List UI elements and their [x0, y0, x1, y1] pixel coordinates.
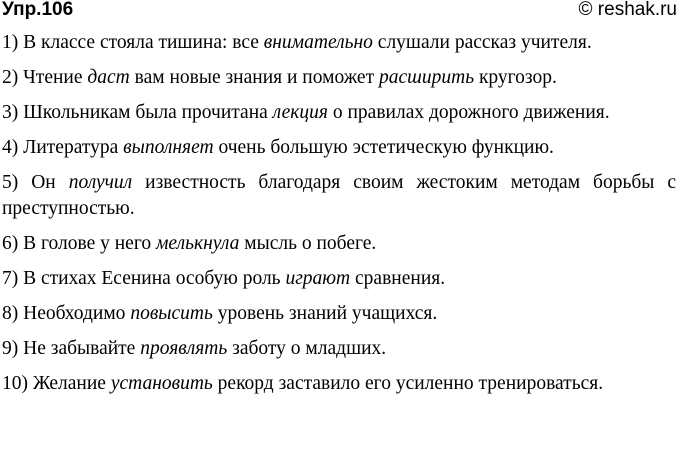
- item-text: Литература: [18, 137, 124, 158]
- item-number: 6): [2, 233, 19, 254]
- item-text: о правилах дорожного движения.: [328, 102, 610, 123]
- exercise-title: Упр.106: [2, 0, 74, 20]
- item-text: Желание: [28, 373, 111, 394]
- list-item-8: [2, 301, 676, 327]
- item-number: 1): [2, 32, 19, 53]
- item-text: очень большую эстетическую функцию.: [213, 137, 554, 158]
- item-highlight: повысить: [130, 303, 213, 324]
- item-text: вам новые знания и поможет: [129, 67, 379, 88]
- list-item-5: [2, 170, 676, 222]
- item-highlight: играют: [285, 268, 351, 289]
- list-item-3: [2, 100, 676, 126]
- item-text: кругозор.: [474, 67, 557, 88]
- item-number: 10): [2, 373, 28, 394]
- item-number: 7): [2, 268, 19, 289]
- item-number: 3): [2, 102, 19, 123]
- item-highlight: установить: [110, 373, 213, 394]
- list-item-6: [2, 231, 676, 257]
- item-highlight: лекция: [272, 102, 328, 123]
- item-highlight: расширить: [378, 67, 475, 88]
- item-highlight: даст: [87, 67, 130, 88]
- item-highlight: мелькнула: [155, 233, 240, 254]
- item-text: мысль о побеге.: [239, 233, 377, 254]
- item-text: рекорд заставило его усиленно тренироваться.: [212, 373, 604, 394]
- item-highlight: внимательно: [263, 32, 373, 53]
- exercise-list: [2, 30, 676, 406]
- item-text: сравнения.: [350, 268, 446, 289]
- item-text: известность благодаря своим жестоким методам борьбы с преступностью.: [2, 172, 676, 219]
- item-text: Чтение: [18, 67, 88, 88]
- item-text: слушали рассказ учителя.: [372, 32, 592, 53]
- page-header: [0, 0, 679, 26]
- item-highlight: получил: [68, 172, 133, 193]
- item-text: заботу о младших.: [227, 338, 387, 359]
- list-item-1: [2, 30, 676, 56]
- item-text: Не забывайте: [18, 338, 141, 359]
- item-text: Необходимо: [18, 303, 131, 324]
- item-text: Он: [18, 172, 69, 193]
- list-item-9: [2, 336, 676, 362]
- item-number: 9): [2, 338, 19, 359]
- list-item-2: [2, 65, 676, 91]
- list-item-7: [2, 266, 676, 292]
- item-text: уровень знаний учащихся.: [212, 303, 438, 324]
- item-number: 2): [2, 67, 19, 88]
- item-number: 8): [2, 303, 19, 324]
- item-number: 4): [2, 137, 19, 158]
- item-text: В стихах Есенина особую роль: [18, 268, 286, 289]
- source-watermark: © reshak.ru: [578, 0, 677, 20]
- item-text: Школьникам была прочитана: [18, 102, 273, 123]
- item-text: В классе стояла тишина: все: [18, 32, 264, 53]
- item-number: 5): [2, 172, 19, 193]
- list-item-10: [2, 371, 676, 397]
- item-highlight: проявлять: [140, 338, 228, 359]
- list-item-4: [2, 135, 676, 161]
- item-highlight: выполняет: [123, 137, 214, 158]
- item-text: В голове у него: [18, 233, 156, 254]
